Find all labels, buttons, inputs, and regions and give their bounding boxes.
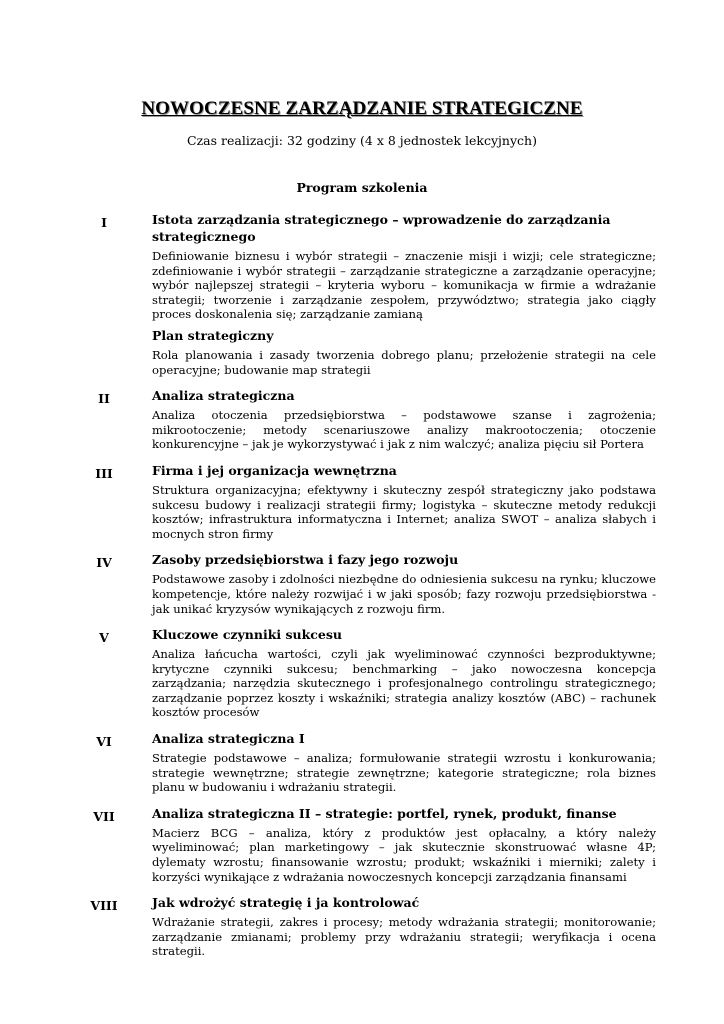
- page-title: NOWOCZESNE ZARZĄDZANIE STRATEGICZNE: [141, 98, 583, 119]
- section-description: Struktura organizacyjna; efektywny i skuteczny zespół strategiczny jako podstawa sukcesu budowy i realizacji strategii firmy; logistyka – skuteczne metody redukcji kosztów; infrastruktura informatyczna i Internet; analiza SWOT – analiza słabych i mocnych stron firmy: [152, 482, 656, 541]
- section-7: [90, 805, 660, 889]
- duration-subtitle: Czas realizacji: 32 godziny (4 x 8 jednostek lekcyjnych): [187, 133, 537, 148]
- section-description: Macierz BCG – analiza, który z produktów jest opłacalny, a który należy wyeliminować; plan marketingowy – jak skutecznie skonstruować własne 4P; dylematy wzrostu; finansowanie wzrostu; produkt; wskaźniki i mierniki; zalety i korzyści wynikające z wdrażania nowoczesnych koncepcji zarządzania finansami: [152, 825, 656, 884]
- section-content: [152, 626, 656, 725]
- section-numeral: VIII: [90, 898, 118, 914]
- section-numeral: II: [98, 391, 110, 407]
- section-content: [152, 894, 656, 964]
- section-content: [152, 805, 656, 889]
- section-heading: Jak wdrożyć strategię i ja kontrolować: [152, 895, 420, 911]
- section-content: [152, 551, 656, 621]
- section-3: [90, 462, 660, 546]
- section-heading: Analiza strategiczna I: [152, 731, 305, 747]
- section-numeral: IV: [96, 555, 112, 571]
- section-description: Analiza łańcucha wartości, czyli jak wyeliminować czynności bezproduktywne; krytyczne czynniki sukcesu; benchmarking – jako nowoczesna koncepcja zarządzania; narzędzia skutecznego i profesjonalnego controlingu strategicznego; zarządzanie poprzez koszty i wskaźniki; strategia analizy kosztów (ABC) – rachunek kosztów procesów: [152, 647, 656, 720]
- section-description: Wdrażanie strategii, zakres i procesy; metody wdrażania strategii; monitorowanie; zarządzanie zmianami; problemy przy wdrażaniu strategii; weryfikacja i ocena strategii.: [152, 915, 656, 959]
- section-4: [90, 551, 660, 621]
- section-numeral: I: [101, 215, 107, 230]
- section-8: [90, 894, 660, 964]
- section-numeral: V: [99, 630, 109, 646]
- section-2: [90, 387, 660, 457]
- section-heading: Analiza strategiczna II – strategie: portfel, rynek, produkt, finanse: [152, 805, 617, 821]
- section-content: [152, 462, 656, 546]
- sections-list: [90, 211, 660, 969]
- section-heading: Istota zarządzania strategicznego – wprowadzenie do zarządzania strategicznego: [152, 212, 611, 244]
- section-heading: Zasoby przedsiębiorstwa i fazy jego rozwoju: [152, 552, 459, 568]
- section-numeral: VII: [93, 808, 115, 824]
- section-description: Strategie podstawowe – analiza; formułowanie strategii wzrostu i konkurowania; strategie wewnętrzne; strategie zewnętrzne; kategorie strategiczne; rola biznes planu w budowaniu i wdrażaniu strategii.: [152, 751, 656, 795]
- section-description: Definiowanie biznesu i wybór strategii – znaczenie misji i wizji; cele strategiczne; zdefiniowanie i wybór strategii – zarządzanie strategiczne a zarządzanie operacyjne; wybór najlepszej strategii – kryteria wyboru – komunikacja w firmie a wdrażanie strategii; tworzenie i zarządzanie zespołem, przywództwo; strategia jako ciągły proces doskonalenia się; zarządzanie zamianą: [152, 249, 656, 322]
- section-description: Podstawowe zasoby i zdolności niezbędne do odniesienia sukcesu na rynku; kluczowe kompetencje, które należy rozwijać i w jaki sposób; fazy rozwoju przedsiębiorstwa - jak unikać kryzysów wynikających z rozwoju firm.: [152, 572, 656, 616]
- section-heading: Analiza strategiczna: [152, 388, 295, 404]
- section-content: [152, 730, 656, 800]
- section-subheading: Plan strategiczny: [152, 327, 274, 343]
- section-content: [152, 211, 656, 382]
- section-heading: Kluczowe czynniki sukcesu: [152, 627, 342, 643]
- program-title: Program szkolenia: [296, 180, 428, 195]
- section-subdescription: Rola planowania i zasady tworzenia dobrego planu; przełożenie strategii na cele operacyjne; budowanie map strategii: [152, 347, 656, 377]
- section-5: [90, 626, 660, 725]
- section-1: [90, 211, 660, 382]
- section-description: Analiza otoczenia przedsiębiorstwa – podstawowe szanse i zagrożenia; mikrootoczenie; metody scenariuszowe analizy makrootoczenia; otoczenie konkurencyjne – jak je wykorzystywać i jak z nim walczyć; analiza pięciu sił Portera: [152, 408, 656, 452]
- section-content: [152, 387, 656, 457]
- section-heading: Firma i jej organizacja wewnętrzna: [152, 462, 397, 478]
- section-6: [90, 730, 660, 800]
- section-numeral: VI: [96, 734, 112, 750]
- section-numeral: III: [95, 465, 113, 481]
